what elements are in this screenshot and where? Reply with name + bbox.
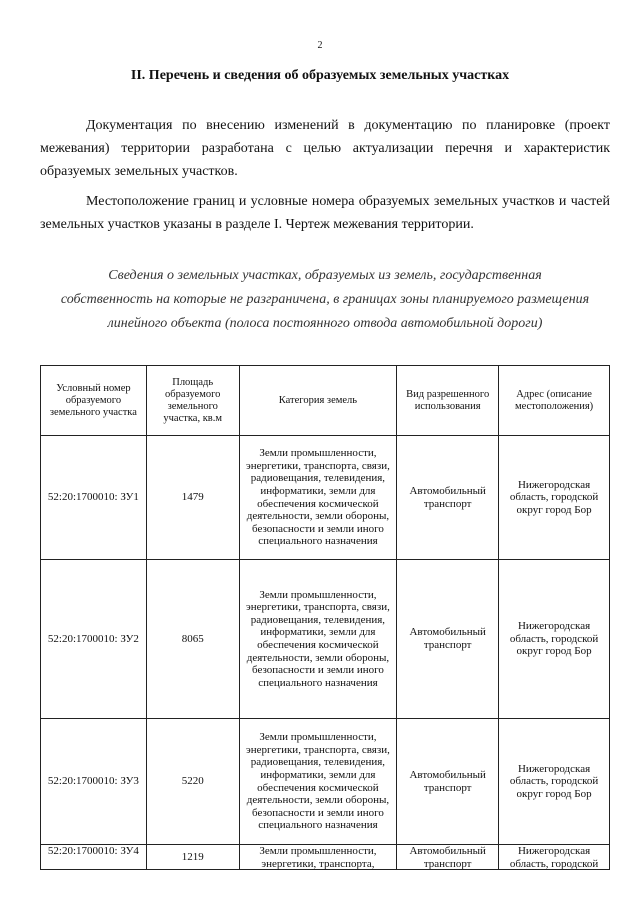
cell-permitted-use: Автомобильный транспорт xyxy=(397,845,499,870)
caption-line: Сведения о земельных участках, образуемых из земель, государственная xyxy=(108,268,542,283)
header-plot-number: Условный номер образуемого земельного участка xyxy=(41,366,147,436)
table-row xyxy=(41,845,610,870)
cell-plot-number: 52:20:1700010: ЗУ4 xyxy=(41,845,147,870)
caption-line: линейного объекта (полоса постоянного отвода автомобильной дороги) xyxy=(107,316,543,331)
cell-permitted-use: Автомобильный транспорт xyxy=(397,719,499,845)
cell-plot-area: 1479 xyxy=(146,436,239,560)
cell-address: Нижегородская область, городской округ город Бор xyxy=(499,719,610,845)
cell-permitted-use: Автомобильный транспорт xyxy=(397,436,499,560)
cell-address: Нижегородская область, городской округ город Бор xyxy=(499,436,610,560)
cell-land-category: Земли промышленности, энергетики, транспорта, xyxy=(239,845,397,870)
location-paragraph: Местоположение границ и условные номера образуемых земельных участков и частей земельных участков указаны в разделе I. Чертеж межевания территории. xyxy=(40,194,610,232)
section-title: II. Перечень и сведения об образуемых земельных участках xyxy=(130,68,510,83)
table-header-row xyxy=(41,366,610,436)
table-row xyxy=(41,436,610,560)
table-row xyxy=(41,719,610,845)
cell-plot-area: 1219 xyxy=(146,845,239,870)
cell-plot-number: 52:20:1700010: ЗУ1 xyxy=(41,436,147,560)
page-number: 2 xyxy=(317,40,323,51)
cell-land-category: Земли промышленности, энергетики, транспорта, связи, радиовещания, телевидения, информатики, земли для обеспечения космической деятельности, земли обороны, безопасности и земли иного специального назначения xyxy=(239,436,397,560)
header-land-category: Категория земель xyxy=(239,366,397,436)
land-plots-table xyxy=(40,365,610,870)
header-address: Адрес (описание местоположения) xyxy=(499,366,610,436)
table-caption xyxy=(30,264,620,336)
cell-plot-number: 52:20:1700010: ЗУ3 xyxy=(41,719,147,845)
intro-paragraph: Документация по внесению изменений в документацию по планировке (проект межевания) территории разработана с целью актуализации перечня и характеристик образуемых земельных участков. xyxy=(40,118,610,179)
cell-plot-number: 52:20:1700010: ЗУ2 xyxy=(41,560,147,719)
header-plot-area: Площадь образуемого земельного участка, кв.м xyxy=(146,366,239,436)
cell-plot-area: 8065 xyxy=(146,560,239,719)
cell-address: Нижегородская область, городской округ город Бор xyxy=(499,560,610,719)
cell-permitted-use: Автомобильный транспорт xyxy=(397,560,499,719)
header-permitted-use: Вид разрешенного использования xyxy=(397,366,499,436)
cell-address: Нижегородская область, городской xyxy=(499,845,610,870)
cell-plot-area: 5220 xyxy=(146,719,239,845)
caption-line: собственность на которые не разграничена, в границах зоны планируемого размещения xyxy=(60,292,590,307)
cell-land-category: Земли промышленности, энергетики, транспорта, связи, радиовещания, телевидения, информатики, земли для обеспечения космической деятельности, земли обороны, безопасности и земли иного специального назначения xyxy=(239,719,397,845)
table-row xyxy=(41,560,610,719)
cell-land-category: Земли промышленности, энергетики, транспорта, связи, радиовещания, телевидения, информатики, земли для обеспечения космической деятельности, земли обороны, безопасности и земли иного специального назначения xyxy=(239,560,397,719)
